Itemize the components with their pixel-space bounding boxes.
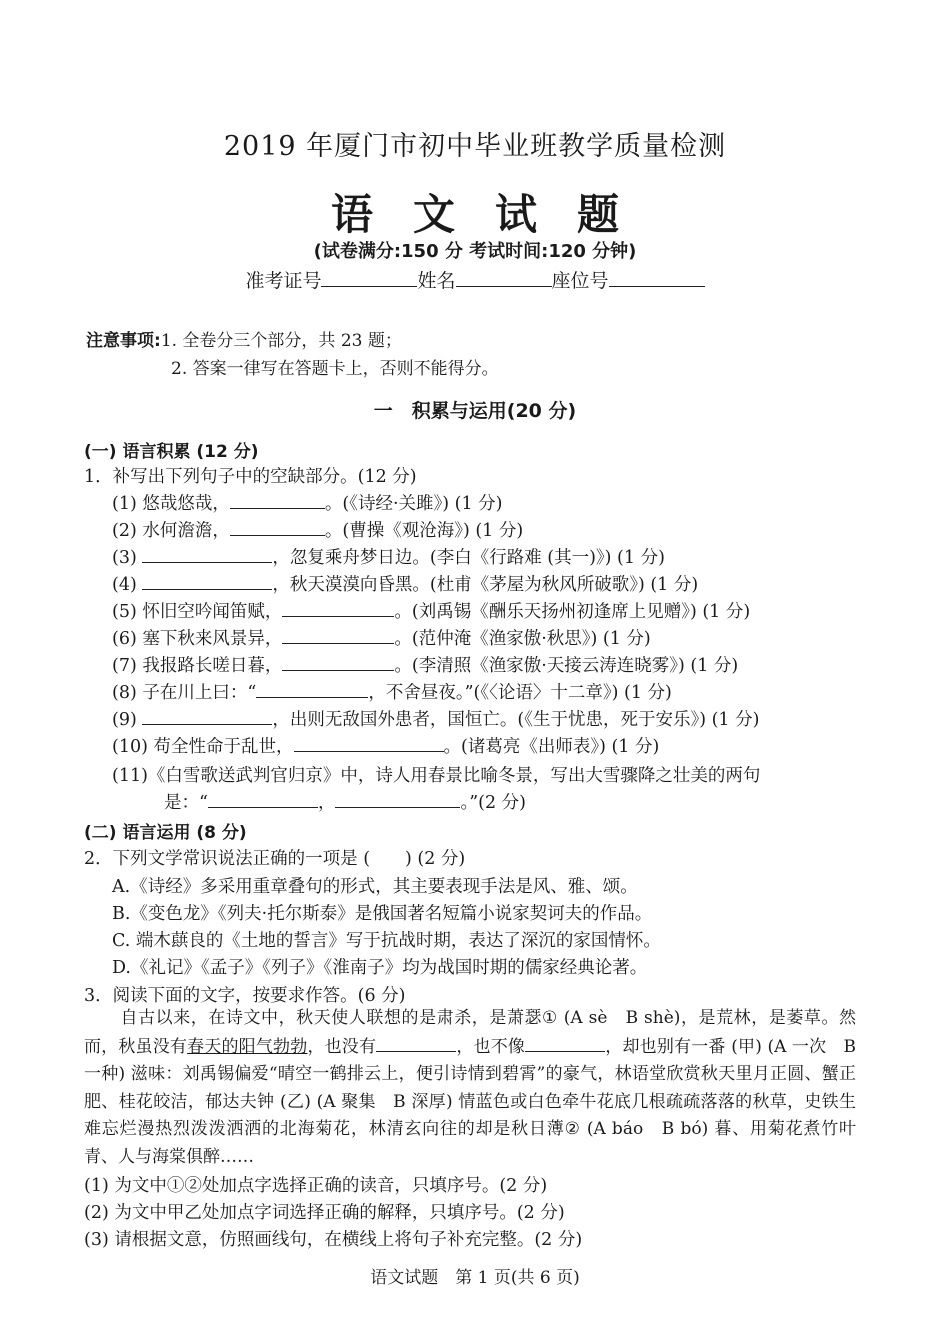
exam-title: 2019 年厦门市初中毕业班教学质量检测 xyxy=(223,131,727,162)
answer-blank xyxy=(208,789,318,808)
name-label: 姓名 xyxy=(417,270,456,292)
question-2: 2．下列文学常识说法正确的一项是 ( ) (2 分) xyxy=(84,849,466,869)
seat-label: 座位号 xyxy=(551,270,609,292)
fill-item: (1) 悠哉悠哉， 。(《诗经·关雎》) (1 分) xyxy=(112,490,503,515)
answer-blank xyxy=(335,789,460,808)
fill-item: (7) 我报路长嗟日暮， 。(李清照《渔家傲·天接云涛连晓雾》) (1 分) xyxy=(112,652,738,677)
fill-item: (2) 水何澹澹， 。(曹操《观沧海》) (1 分) xyxy=(112,517,523,542)
seat-blank xyxy=(609,268,705,287)
answer-blank xyxy=(282,652,394,671)
fill-item: (6) 塞下秋来风景异， 。(范仲淹《渔家傲·秋思》) (1 分) xyxy=(112,625,651,650)
sub-question-2: (2) 为文中甲乙处加点字词选择正确的解释，只填序号。(2 分) xyxy=(84,1203,565,1223)
subject-title: 语文试题 xyxy=(330,190,659,239)
option-c: C. 端木蕻良的《土地的誓言》写于抗战时期，表达了深沉的家国情怀。 xyxy=(112,931,661,951)
candidate-info-line xyxy=(0,266,950,293)
dotted-char-2: 薄 xyxy=(546,1119,565,1139)
section-heading: 一 积累与运用(20 分) xyxy=(373,400,577,422)
fill-item-11-answer: 是：“ ， 。”(2 分) xyxy=(164,789,526,814)
answer-blank xyxy=(282,598,394,617)
answer-blank xyxy=(256,679,368,698)
option-a: A.《诗经》多采用重章叠句的形式，其主要表现手法是风、雅、颂。 xyxy=(112,877,638,897)
underlined-phrase: 春天的阳气勃勃 xyxy=(187,1036,308,1057)
answer-blank xyxy=(294,733,444,752)
fill-item: (8) 子在川上曰：“ ，不舍昼夜。”(《〈论语〉十二章》) (1 分) xyxy=(112,679,672,704)
question-3: 3．阅读下面的文字，按要求作答。(6 分) xyxy=(84,986,406,1006)
answer-blank xyxy=(376,1033,456,1052)
answer-blank xyxy=(525,1033,605,1052)
fill-item: (5) 怀旧空吟闻笛赋， 。(刘禹锡《酬乐天扬州初逢席上见赠》) (1 分) xyxy=(112,598,750,623)
notice-item-2: 2. 答案一律写在答题卡上，否则不能得分。 xyxy=(171,359,499,379)
answer-blank xyxy=(142,706,272,725)
part1-heading: (一) 语言积累 (12 分) xyxy=(84,442,259,462)
fill-item: (10) 苟全性命于乱世， 。(诸葛亮《出师表》) (1 分) xyxy=(112,733,659,758)
sub-question-1: (1) 为文中①②处加点字选择正确的读音，只填序号。(2 分) xyxy=(84,1176,548,1196)
notice-line-1 xyxy=(86,326,402,351)
notice-item-1: 1. 全卷分三个部分，共 23 题； xyxy=(160,331,402,351)
question-1: 1．补写出下列句子中的空缺部分。(12 分) xyxy=(84,467,417,487)
answer-blank xyxy=(230,517,325,536)
name-blank xyxy=(456,268,552,287)
part2-heading: (二) 语言运用 (8 分) xyxy=(84,823,247,843)
answer-blank xyxy=(142,571,272,590)
answer-blank xyxy=(230,490,325,509)
dotted-char-1: 瑟 xyxy=(524,1008,543,1028)
sub-question-3: (3) 请根据文意，仿照画线句，在横线上将句子补充完整。(2 分) xyxy=(84,1230,583,1250)
fill-item: (4) ，秋天漠漠向昏黑。(杜甫《茅屋为秋风所破歌》) (1 分) xyxy=(112,571,698,596)
fill-item: (3) ，忽复乘舟梦日边。(李白《行路难 (其一)》) (1 分) xyxy=(112,544,665,569)
fill-item-11: (11)《白雪歌送武判官归京》中，诗人用春景比喻冬景，写出大雪骤降之壮美的两句 xyxy=(112,766,761,786)
option-d: D.《礼记》《孟子》《列子》《淮南子》均为战国时期的儒家经典论著。 xyxy=(112,958,648,978)
page-footer: 语文试题 第 1 页(共 6 页) xyxy=(370,1268,580,1288)
answer-blank xyxy=(142,544,272,563)
option-b: B.《变色龙》《列夫·托尔斯泰》是俄国著名短篇小说家契诃夫的作品。 xyxy=(112,904,653,924)
fill-item: (9) ，出则无敌国外患者，国恒亡。(《生于忧患，死于安乐》) (1 分) xyxy=(112,706,759,731)
exam-number-blank xyxy=(321,268,417,287)
exam-info: (试卷满分:150 分 考试时间:120 分钟) xyxy=(313,241,637,262)
reading-passage: 自古以来，在诗文中，秋天使人联想的是肃杀，是萧瑟① (A sè B shè)，是荒林，是萎草。然而，秋虽没有春天的阳气勃勃，也没有 ，也不像 ，却也别有一番 (甲) (A 一次 B 一种) 滋味：刘禹锡偏爱“晴空一鹤排云上，便引诗情到碧霄”的豪气，林语堂欣赏秋天里月正圆、蟹正肥、桂花皎洁，郁达夫钟 (乙) (A 聚集 B 深厚) 情蓝色或白色牵牛花底几根疏疏落落的秋草，史铁生难忘烂漫热烈泼泼洒洒的北海菊花，林清玄向往的却是秋日薄② (A báo B bó) 暮、用菊花煮竹叶青、人与海棠俱醉…… xyxy=(84,1008,857,1167)
notice-label: 注意事项: xyxy=(86,331,161,351)
answer-blank xyxy=(282,625,394,644)
exam-number-label: 准考证号 xyxy=(245,270,322,292)
